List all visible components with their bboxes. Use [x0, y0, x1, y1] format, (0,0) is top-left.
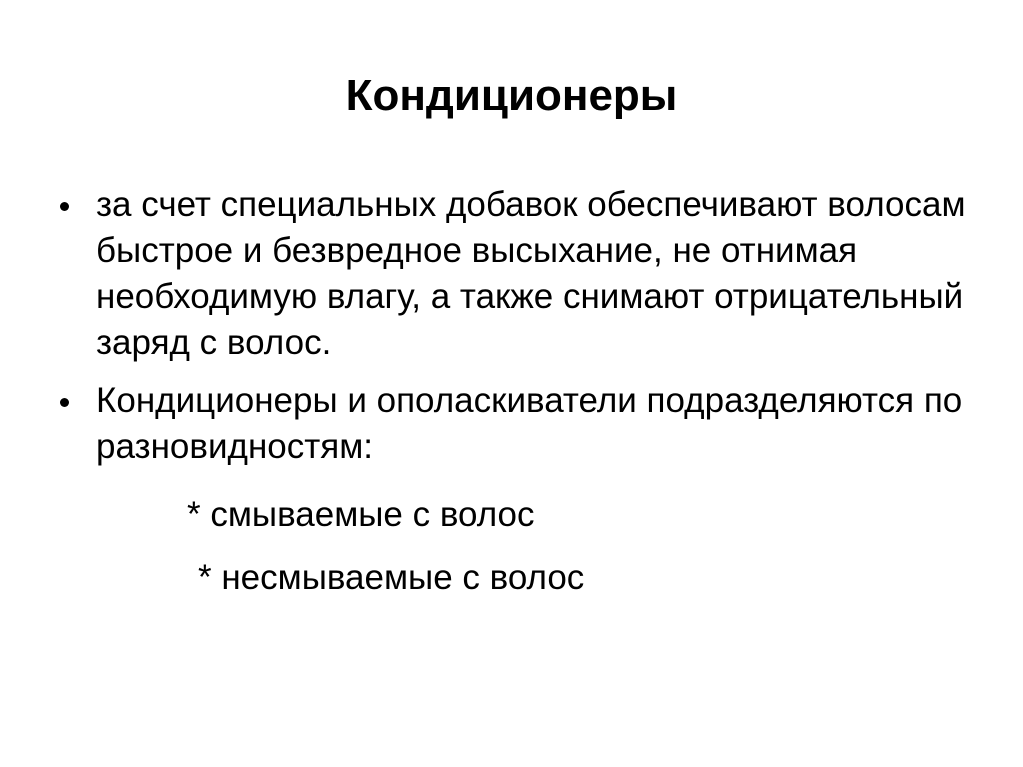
bullet-dot-icon	[60, 398, 69, 407]
bullet-text: Кондиционеры и ополаскиватели подразделяются по разновидностям:	[96, 381, 963, 466]
bullet-dot-icon	[60, 202, 69, 211]
bullet-item	[58, 378, 978, 470]
bullet-item	[58, 182, 978, 366]
sub-item-rinse-off: * смываемые с волос	[187, 495, 535, 534]
bullet-list	[58, 182, 978, 482]
slide-title: Кондиционеры	[345, 71, 678, 120]
bullet-text: за счет специальных добавок обеспечивают волосам быстрое и безвредное высыхание, не отнимая необходимую влагу, а также снимают отрицательный заряд с волос.	[96, 185, 966, 362]
sub-item-leave-in: * несмываемые с волос	[198, 558, 585, 597]
